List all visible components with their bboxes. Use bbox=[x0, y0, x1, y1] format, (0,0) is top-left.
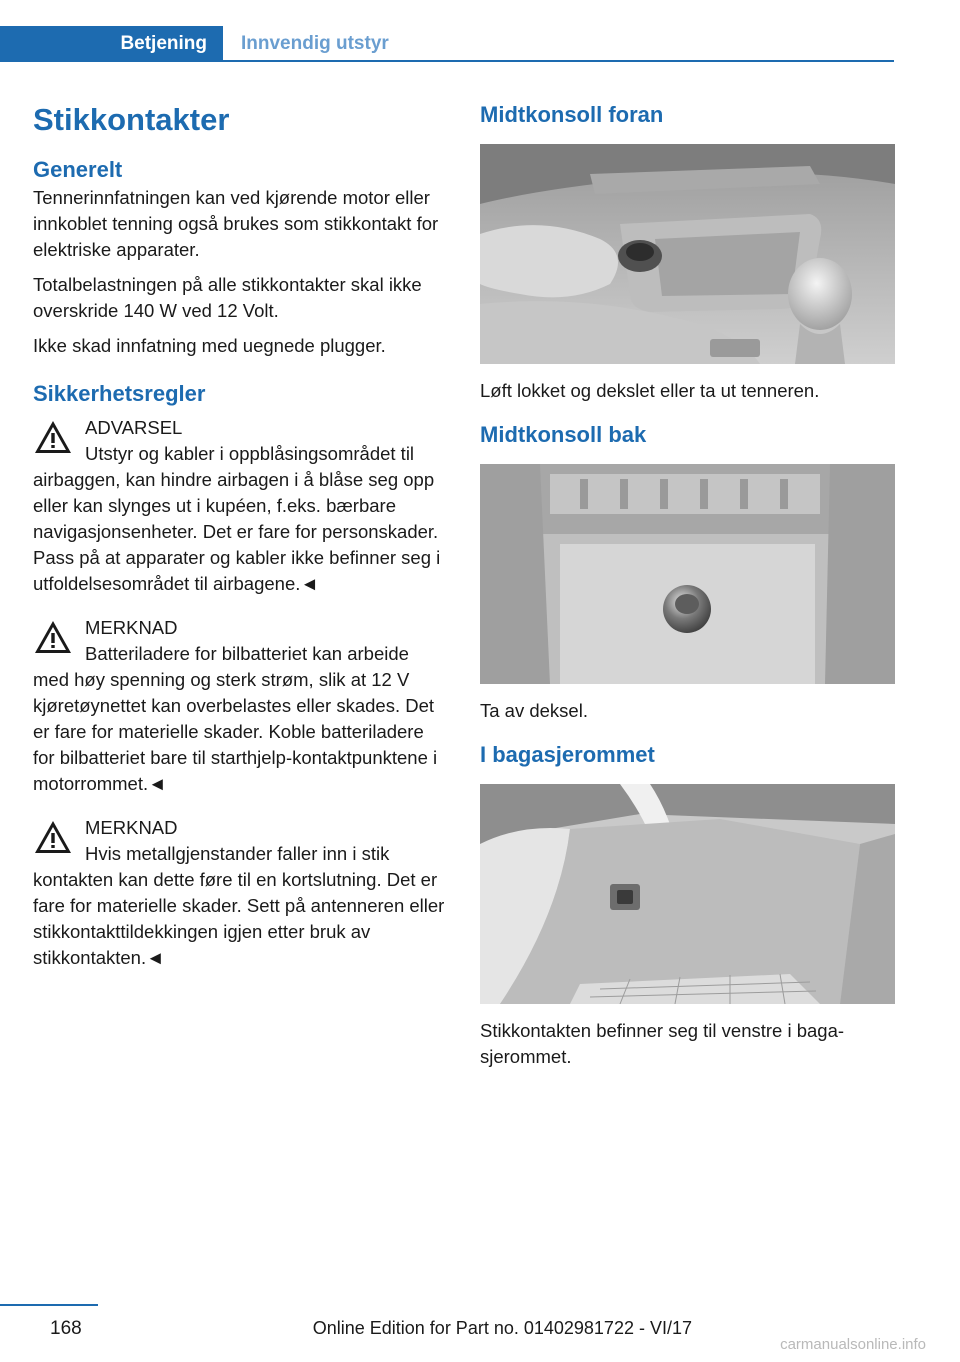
warning-merknad-metall bbox=[33, 815, 448, 971]
warning-merknad-batteri bbox=[33, 615, 448, 797]
heading-midtkonsoll-bak: Midtkonsoll bak bbox=[480, 422, 647, 447]
warning-label: MERKNAD bbox=[85, 617, 178, 638]
warning-label: ADVARSEL bbox=[85, 417, 183, 438]
tab-betjening[interactable]: Betjening bbox=[0, 26, 223, 62]
warning-text-rest: med høy spenning og sterk strøm, slik at 12 V kjøretøynettet kan overbelastes eller skades. Det er fare for materielle skader. Koble batteriladere for bilbatteriet bare til starthjelp-kontaktpunktene i motorrommet.◄ bbox=[33, 669, 438, 794]
caption-trunk: Stikkontakten befinner seg til venstre i bagasjerommet. bbox=[480, 1020, 845, 1067]
header-rule bbox=[0, 60, 894, 62]
warning-text-rest: kontakten kan dette føre til en kortslutning. Det er fare for materielle skader. Sett på antenneren eller stikkontakttildekkingen igjen etter bruk av stikkontakten.◄ bbox=[33, 869, 445, 968]
warning-triangle-icon bbox=[33, 619, 73, 655]
warning-label: MERKNAD bbox=[85, 817, 178, 838]
edition-note: Online Edition for Part no. 01402981722 - VI/17 bbox=[312, 1318, 692, 1338]
paragraph-plugger: Ikke skad innfatning med uegnede plugger. bbox=[33, 335, 386, 356]
watermark: carmanualsonline.info bbox=[780, 1336, 926, 1353]
warning-text-first: Batteriladere for bilbatteriet kan arbeide bbox=[85, 643, 409, 664]
heading-bagasjerommet: I bagasjerommet bbox=[480, 742, 655, 767]
page-number: 168 bbox=[50, 1318, 82, 1339]
trunk-image bbox=[480, 784, 895, 1004]
caption-rear: Ta av deksel. bbox=[480, 700, 588, 721]
header-tabbar bbox=[0, 26, 894, 62]
warning-text-first: Utstyr og kabler i oppblåsingsområdet til bbox=[85, 443, 415, 464]
warning-text-rest: airbaggen, kan hindre airbagen i å blåse seg opp eller kan slynges ut i kupéen, f.eks. bærbare navigasjonsenheter. Det er fare for personskader. Pass på at apparater og kabler ikke befinner seg i utfoldelsesområdet til airbagene.◄ bbox=[33, 469, 441, 594]
warning-triangle-icon bbox=[33, 819, 73, 855]
heading-sikkerhetsregler: Sikkerhetsregler bbox=[33, 381, 206, 406]
caption-front: Løft lokket og dekslet eller ta ut tenneren. bbox=[480, 380, 820, 401]
front-console-image bbox=[480, 144, 895, 364]
heading-midtkonsoll-foran: Midtkonsoll foran bbox=[480, 102, 664, 127]
tab-innvendig-utstyr[interactable]: Innvendig utstyr bbox=[241, 33, 389, 54]
page-title: Stikkontakter bbox=[33, 102, 230, 137]
warning-text-first: Hvis metallgjenstander faller inn i stik bbox=[85, 843, 390, 864]
warning-advarsel bbox=[33, 415, 448, 597]
rear-console-image bbox=[480, 464, 895, 684]
left-column bbox=[33, 100, 448, 989]
heading-generelt: Generelt bbox=[33, 157, 123, 182]
warning-triangle-icon bbox=[33, 419, 73, 455]
paragraph-belastning: Totalbelastningen på alle stikkontakter skal ikke overskride 140 W ved 12 Volt. bbox=[33, 274, 422, 321]
footer-rule bbox=[0, 1304, 98, 1306]
paragraph-tenner: Tennerinnfatningen kan ved kjørende motor eller innkoblet tenning også brukes som stikkontakt for elektriske apparater. bbox=[33, 187, 439, 260]
right-column bbox=[480, 100, 895, 1079]
